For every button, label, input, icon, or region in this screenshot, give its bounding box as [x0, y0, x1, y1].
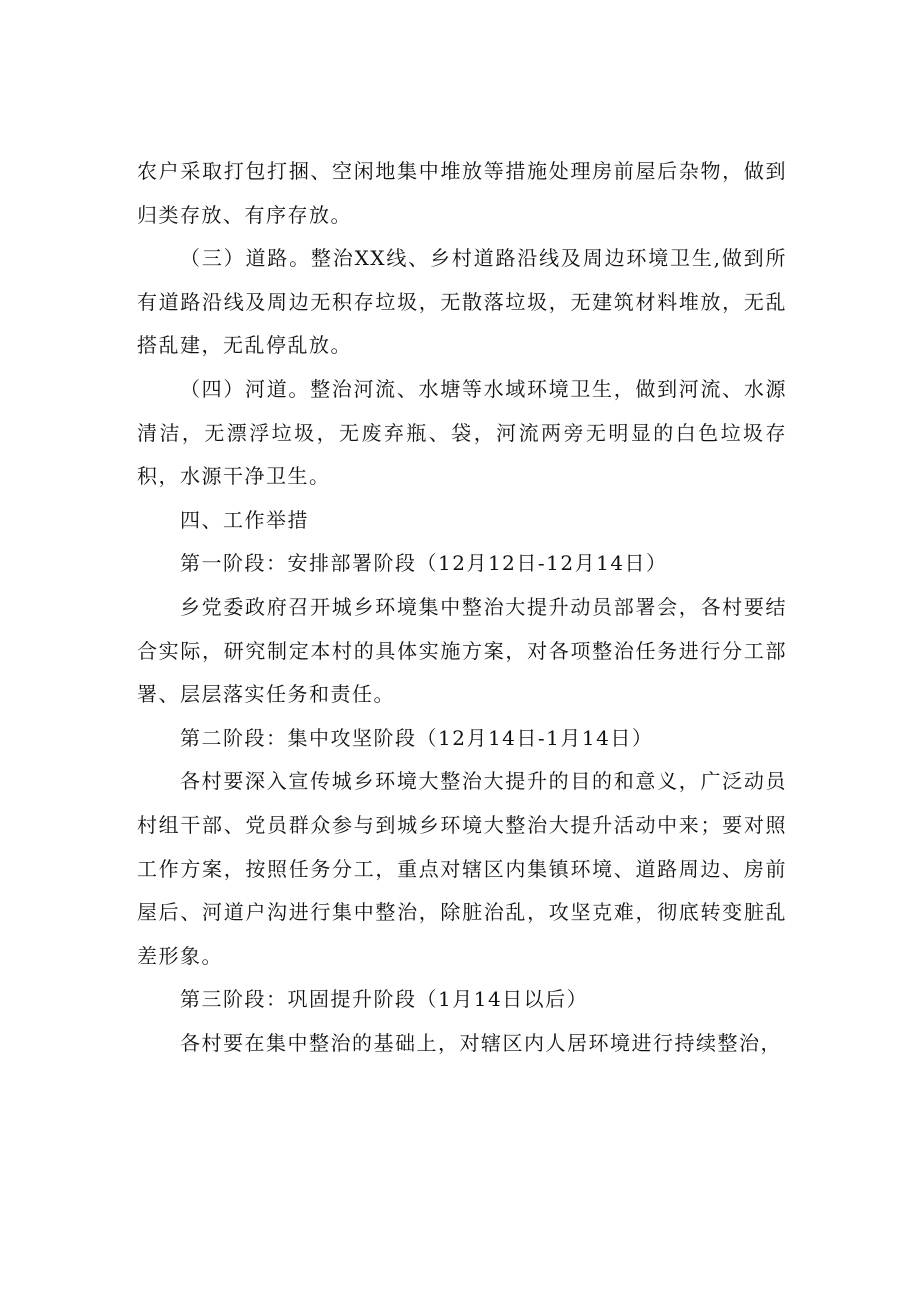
- document-body: [137, 150, 787, 1065]
- stage-three-heading: 第三阶段：巩固提升阶段（1月14日以后）: [180, 987, 589, 1012]
- paragraph-continuation: 农户采取打包打捆、空闲地集中堆放等措施处理房前屋后杂物，做到归类存放、有序存放。: [137, 159, 787, 227]
- stage-three-body: 各村要在集中整治的基础上，对辖区内人居环境进行持续整治，: [180, 1030, 782, 1055]
- paragraph-rivers: （四）河道。整治河流、水塘等水域环境卫生，做到河流、水源清洁，无漂浮垃圾，无废弃瓶、袋，河流两旁无明显的白色垃圾存积，水源干净卫生。: [137, 376, 787, 489]
- paragraph-roads: （三）道路。整治XX线、乡村道路沿线及周边环境卫生,做到所有道路沿线及周边无积存垃圾，无散落垃圾，无建筑材料堆放，无乱搭乱建，无乱停乱放。: [137, 246, 787, 358]
- stage-one-heading: 第一阶段：安排部署阶段（12月12日-12月14日）: [180, 551, 668, 576]
- section-heading-work-measures: 四、工作举措: [180, 507, 309, 532]
- stage-two-heading: 第二阶段：集中攻坚阶段（12月14日-1月14日）: [180, 725, 654, 750]
- stage-one-body: 乡党委政府召开城乡环境集中整治大提升动员部署会，各村要结合实际，研究制定本村的具体实施方案，对各项整治任务进行分工部署、层层落实任务和责任。: [137, 594, 787, 707]
- stage-two-body: 各村要深入宣传城乡环境大整治大提升的目的和意义，广泛动员村组干部、党员群众参与到城乡环境大整治大提升活动中来；要对照工作方案，按照任务分工，重点对辖区内集镇环境、道路周边、房前屋后、河道户沟进行集中整治，除脏治乱，攻坚克难，彻底转变脏乱差形象。: [137, 769, 787, 968]
